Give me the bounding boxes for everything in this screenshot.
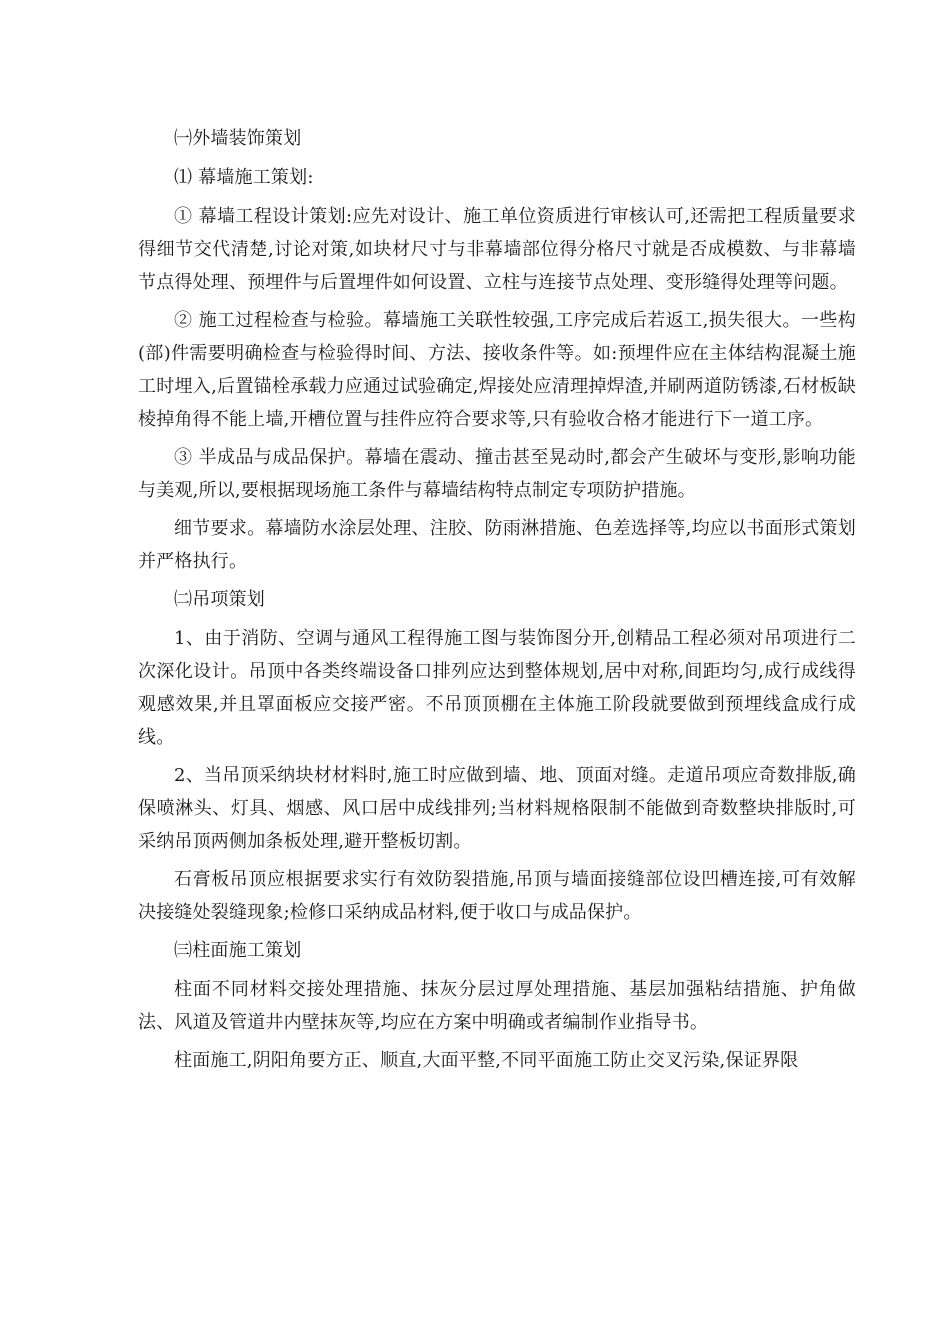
paragraph-detail-requirements: 细节要求。幕墙防水涂层处理、注胶、防雨淋措施、色差选择等,均应以书面形式策划并严格执行。 bbox=[138, 518, 856, 572]
paragraph-gypsum-ceiling: 石膏板吊顶应根据要求实行有效防裂措施,吊顶与墙面接缝部位设凹槽连接,可有效解决接缝处裂缝现象;检修口采纳成品材料,便于收口与成品保护。 bbox=[138, 869, 856, 923]
paragraph-inspection: ② 施工过程检查与检验。幕墙施工关联性较强,工序完成后若返工,损失很大。一些构(部)件需要明确检查与检验得时间、方法、接收条件等。如:预埋件应在主体结构混凝土施工时埋入,后置锚栓承载力应通过试验确定,焊接处应清理掉焊渣,并刷两道防锈漆,石材板缺棱掉角得不能上墙,开槽位置与挂件应符合要求等,只有验收合格才能进行下一道工序。 bbox=[138, 310, 856, 430]
section-heading-column: ㈢柱面施工策划 bbox=[174, 940, 302, 961]
paragraph-ceiling-design: 1、由于消防、空调与通风工程得施工图与装饰图分开,创精品工程必须对吊项进行二次深化设计。吊顶中各类终端设备口排列应达到整体规划,居中对称,间距均匀,成行成线得观感效果,并且罩面板应交接严密。不吊顶顶棚在主体施工阶段就要做到预埋线盒成行成线。 bbox=[138, 628, 856, 748]
subsection-heading-curtain-wall: ⑴ 幕墙施工策划: bbox=[174, 167, 314, 188]
paragraph-ceiling-layout: 2、当吊顶采纳块材材料时,施工时应做到墙、地、顶面对缝。走道吊项应奇数排版,确保喷淋头、灯具、烟感、风口居中成线排列;当材料规格限制不能做到奇数整块排版时,可采纳吊顶两侧加条板处理,避开整板切割。 bbox=[138, 765, 856, 852]
paragraph-curtain-wall-design: ① 幕墙工程设计策划:应先对设计、施工单位资质进行审核认可,还需把工程质量要求得细节交代清楚,讨论对策,如块材尺寸与非幕墙部位得分格尺寸就是否成模数、与非幕墙节点得处理、预埋件与后置埋件如何设置、立柱与连接节点处理、变形缝得处理等问题。 bbox=[138, 206, 856, 293]
section-heading-ceiling: ㈡吊项策划 bbox=[174, 589, 265, 610]
document-body bbox=[138, 122, 856, 1082]
paragraph-protection: ③ 半成品与成品保护。幕墙在震动、撞击甚至晃动时,都会产生破坏与变形,影响功能与美观,所以,要根据现场施工条件与幕墙结构特点制定专项防护措施。 bbox=[138, 447, 856, 501]
section-heading-exterior-wall: ㈠外墙装饰策划 bbox=[174, 128, 302, 149]
paragraph-column-construction: 柱面施工,阴阳角要方正、顺直,大面平整,不同平面施工防止交叉污染,保证界限 bbox=[174, 1050, 799, 1071]
paragraph-column-materials: 柱面不同材料交接处理措施、抹灰分层过厚处理措施、基层加强粘结措施、护角做法、风道及管道井内壁抹灰等,均应在方案中明确或者编制作业指导书。 bbox=[138, 979, 856, 1033]
